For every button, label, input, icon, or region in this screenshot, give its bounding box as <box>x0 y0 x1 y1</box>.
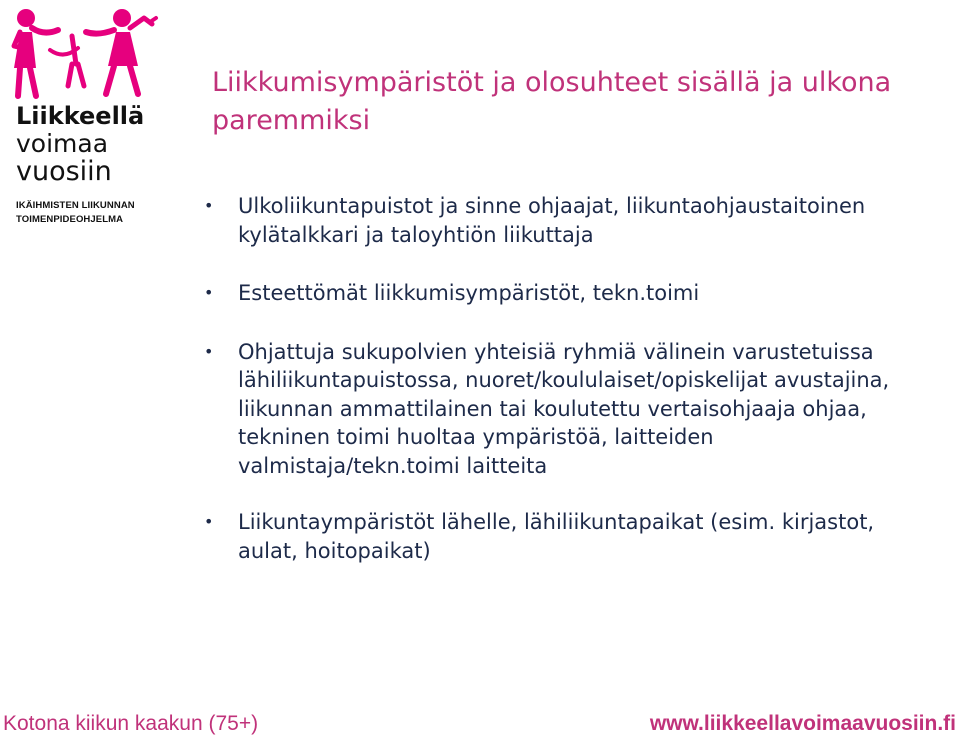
bullet-item <box>200 279 940 308</box>
slide-title: Liikkumisympäristöt ja olosuhteet sisällä ja ulkona paremmiksi <box>212 67 892 136</box>
bullet-list <box>200 192 940 565</box>
logo-word-liikkeella: Liikkeellä <box>16 102 145 130</box>
bullet-dot-icon: • <box>204 341 214 361</box>
bullet-text: Liikuntaympäristöt lähelle, lähiliikuntapaikat (esim. kirjastot, aulat, hoitopaikat) <box>238 510 875 563</box>
logo-word-vuosiin: vuosiin <box>16 156 112 187</box>
bullet-dot-icon: • <box>204 512 214 531</box>
bullet-text: Ulkoliikuntapuistot ja sinne ohjaajat, liikuntaohjaustaitoinen kylätalkkari ja taloyhtiön liikuttaja <box>238 194 866 247</box>
footer-website-link[interactable]: www.liikkeellavoimaavuosiin.fi <box>649 712 956 735</box>
bullet-item <box>200 338 940 481</box>
bullet-item <box>200 508 940 565</box>
bullet-item <box>200 192 940 249</box>
footer-campaign-name: Kotona kiikun kaakun (75+) <box>3 712 259 735</box>
logo-word-voimaa: voimaa <box>16 129 109 158</box>
bullet-text: Ohjattuja sukupolvien yhteisiä ryhmiä välinein varustetuissa lähiliikuntapuistossa, nuoret/koululaiset/opiskelijat avustajina, liikunnan ammattilainen tai koulutettu vertaisohjaaja ohjaa, tekninen toimi huoltaa ympäristöä, laitteiden valmistaja/tekn.toimi laitteita <box>238 339 890 478</box>
logo-subline-2: TOIMENPIDEOHJELMA <box>16 214 124 225</box>
bullet-text: Esteettömät liikkumisympäristöt, tekn.toimi <box>238 281 700 305</box>
bullet-dot-icon: • <box>204 283 214 302</box>
logo-subline-1: IKÄIHMISTEN LIIKUNNAN <box>16 200 135 211</box>
bullet-dot-icon: • <box>204 196 214 215</box>
program-logo <box>6 6 166 226</box>
two-dancing-figures-icon <box>6 6 166 101</box>
